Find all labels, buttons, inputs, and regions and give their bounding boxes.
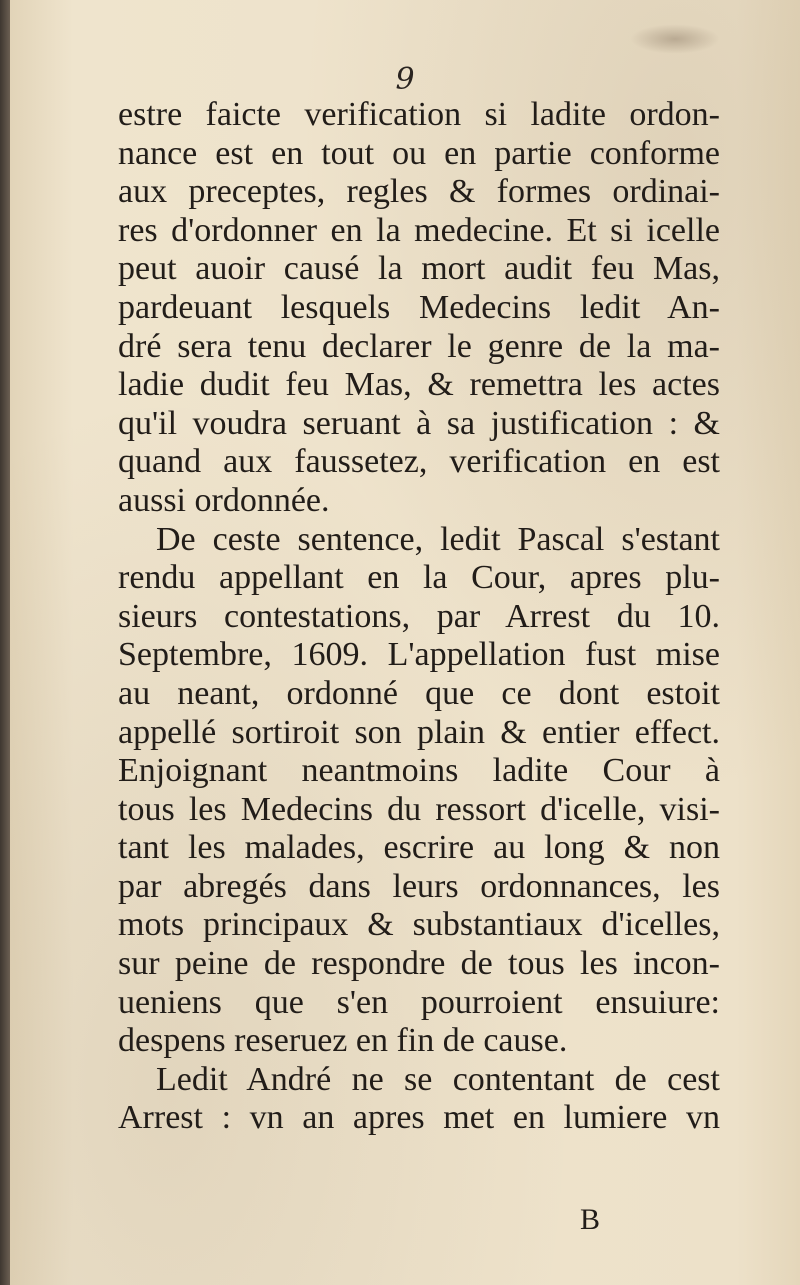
text-line: Enjoignant neantmoins ladite Cour à	[118, 752, 720, 790]
text-line: qu'il voudra seruant à sa justification : &	[118, 404, 720, 442]
text-line: ueniens que s'en pourroient ensuiure:	[118, 983, 720, 1021]
text-line: dré sera tenu declarer le genre de la ma-	[118, 327, 720, 365]
text-line: tous les Medecins du ressort d'icelle, visi-	[118, 790, 720, 828]
text-line: mots principaux & substantiaux d'icelles,	[118, 906, 720, 944]
text-line: sur peine de respondre de tous les incon-	[118, 945, 720, 983]
book-gutter	[0, 0, 10, 1285]
text-line: ladie dudit feu Mas, & remettra les actes	[118, 366, 720, 404]
text-line: aussi ordonnée.	[118, 481, 330, 519]
text-line: appellé sortiroit son plain & entier effect.	[118, 713, 720, 751]
text-line: rendu appellant en la Cour, apres plu-	[118, 559, 720, 597]
body-text	[118, 96, 720, 1138]
signature-mark: B	[580, 1203, 601, 1236]
text-line: estre faicte verification si ladite ordon-	[118, 96, 720, 133]
text-line: Arrest : vn an apres met en lumiere vn	[118, 1099, 720, 1137]
text-line: aux preceptes, regles & formes ordinai-	[118, 173, 720, 211]
text-line: peut auoir causé la mort audit feu Mas,	[118, 250, 720, 288]
text-line: res d'ordonner en la medecine. Et si icelle	[118, 211, 720, 249]
text-line: sieurs contestations, par Arrest du 10.	[118, 597, 720, 635]
page-number: 9	[395, 62, 415, 97]
text-line: tant les malades, escrire au long & non	[118, 829, 720, 867]
text-line: au neant, ordonné que ce dont estoit	[118, 674, 720, 712]
text-line: despens reseruez en fin de cause.	[118, 1022, 568, 1060]
paragraph-start-line: Ledit André ne se contentant de cest	[156, 1060, 720, 1098]
paper-stain	[630, 24, 720, 54]
text-line: Septembre, 1609. L'appellation fust mise	[118, 636, 720, 674]
paragraph-start-line: De ceste sentence, ledit Pascal s'estant	[156, 520, 720, 558]
text-line: quand aux faussetez, verification en est	[118, 443, 720, 481]
text-line: nance est en tout ou en partie conforme	[118, 134, 720, 172]
text-line: pardeuant lesquels Medecins ledit An-	[118, 288, 720, 326]
text-line: par abregés dans leurs ordonnances, les	[118, 867, 720, 905]
